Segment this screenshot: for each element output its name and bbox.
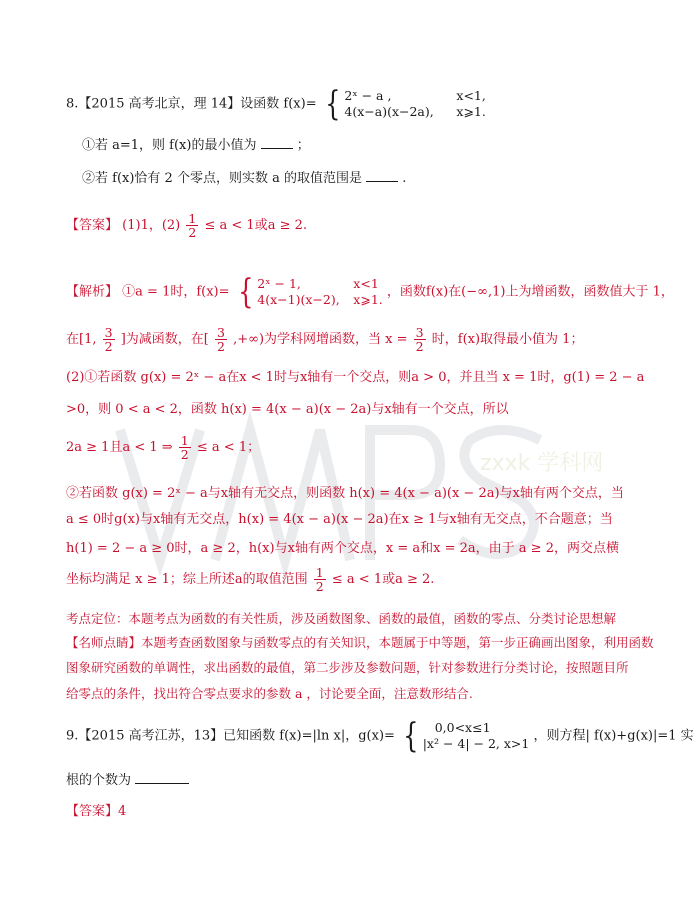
frac-num: 1 <box>180 433 189 448</box>
analysis-l5-a: 2a ≥ 1且a < 1 ⇒ <box>66 440 173 455</box>
analysis-line-3: (2)①若函数 g(x) = 2ˣ − a在x < 1时与x轴有一个交点，则a > 0，并且当 x = 1时，g(1) = 2 − a <box>66 370 645 385</box>
frac-den: 2 <box>415 339 424 354</box>
q9-suffix: ，则方程| f(x)+g(x)|=1 实 <box>533 728 694 744</box>
brace-icon: { <box>237 272 254 312</box>
frac-num: 1 <box>188 211 197 226</box>
fraction <box>215 326 227 353</box>
frac-den: 2 <box>180 447 189 462</box>
watermark-text: zxxk 学科网 <box>480 451 604 476</box>
fraction <box>314 566 326 593</box>
fraction <box>414 326 426 353</box>
analysis-l2-c: ,+∞)为学科网增函数，当 x = <box>233 332 408 347</box>
case2-cond: x⩾1. <box>456 104 486 119</box>
analysis-l2-a: 在[1, <box>66 332 97 347</box>
piecewise-function <box>399 716 530 756</box>
frac-num: 3 <box>104 325 113 340</box>
brace-icon: { <box>403 716 419 756</box>
analysis-tag: 【解析】 <box>66 284 119 300</box>
answer-9 <box>66 804 126 820</box>
question-8-stem <box>66 84 486 124</box>
q8-part2-end: . <box>402 171 407 186</box>
l1-case1-cond: x<1 <box>353 276 379 291</box>
analysis-line-6: ②若函数 g(x) = 2ˣ − a与x轴有无交点，则函数 h(x) = 4(x − a)(x − 2a)与x轴有两个交点，当 <box>66 486 624 501</box>
q9-l2-text: 根的个数为 <box>66 773 132 788</box>
piecewise-function <box>321 84 486 124</box>
analysis-line-5 <box>66 434 260 461</box>
case1-expr: 2ˣ − a , <box>344 88 392 103</box>
answer-tag: 【答案】 <box>66 804 119 819</box>
frac-den: 2 <box>217 339 225 354</box>
mingshi-line-1 <box>66 635 654 651</box>
q8-part1-text: ①若 a=1，则 f(x)的最小值为 <box>82 138 257 153</box>
frac-num: 1 <box>315 565 324 580</box>
analysis-line-8: h(1) = 2 − a ≥ 0时，a ≥ 2，h(x)与x轴有两个交点，x = a和x = 2a，由于 a ≥ 2，两交点横 <box>66 541 619 556</box>
q8-part1 <box>82 138 310 154</box>
mingshi-line-3: 给零点的条件，找出符合零点要求的参数 a ，讨论要全面，注意数形结合. <box>66 686 473 701</box>
analysis-l1-a: ①a = 1时，f(x)= <box>122 284 230 300</box>
answer-text-a: (1)1，(2) <box>122 218 181 233</box>
answer-tag: 【答案】 <box>66 218 119 233</box>
frac-den: 2 <box>188 225 197 240</box>
q8-part1-end: ； <box>296 138 310 153</box>
q8-prefix: 8.【2015 高考北京，理 14】设函数 f(x)= <box>66 96 317 112</box>
answer-blank <box>261 148 293 149</box>
brace-icon: { <box>324 84 341 124</box>
analysis-l9-a: 坐标均满足 x ≥ 1；综上所述a的取值范围 <box>66 572 308 587</box>
frac-den: 2 <box>104 339 113 354</box>
analysis-line-9 <box>66 566 434 593</box>
q9-case1: 0,0<x≤1 <box>434 720 491 735</box>
answer-text-b: ≤ a < 1或a ≥ 2. <box>204 218 308 233</box>
piecewise-function <box>234 272 383 312</box>
answer-blank <box>135 783 189 784</box>
fraction <box>103 326 115 353</box>
mingshi-line-2: 图象研究函数的单调性，求出函数的最值，第二步涉及参数问题，针对参数进行分类讨论，按照题目所 <box>66 660 629 675</box>
q9-line-2 <box>66 773 189 789</box>
l1-case2-cond: x⩾1. <box>353 292 383 307</box>
mingshi-tag: 【名师点睛】 <box>66 635 142 650</box>
question-9-stem <box>66 716 694 756</box>
analysis-l2-b: ]为减函数，在[ <box>120 332 209 347</box>
case1-cond: x<1, <box>456 88 486 103</box>
case2-expr: 4(x−a)(x−2a), <box>344 104 434 119</box>
fraction <box>186 212 198 239</box>
frac-den: 2 <box>315 579 324 594</box>
kaodian-line: 考点定位：本题考点为函数的有关性质，涉及函数图象、函数的最值，函数的零点、分类讨论思想解 <box>66 611 617 626</box>
q9-prefix: 9.【2015 高考江苏，13】已知函数 f(x)=|ln x|，g(x)= <box>66 728 395 744</box>
answer-value: 4 <box>118 804 127 819</box>
analysis-l9-b: ≤ a < 1或a ≥ 2. <box>331 572 435 587</box>
answer-8 <box>66 212 307 239</box>
l1-case2-expr: 4(x−1)(x−2), <box>257 292 340 307</box>
l1-case1-expr: 2ˣ − 1, <box>257 276 301 291</box>
analysis-l2-d: 时，f(x)取得最小值为 1； <box>431 332 584 347</box>
analysis-line-2 <box>66 326 583 353</box>
q8-part2 <box>82 171 406 187</box>
analysis-l1-b: ，函数f(x)在(−∞,1)上为增函数，函数值大于 1， <box>386 284 674 300</box>
analysis-l5-b: ≤ a < 1； <box>196 440 261 455</box>
frac-num: 3 <box>415 325 424 340</box>
analysis-line-7: a ≤ 0时g(x)与x轴有无交点，h(x) = 4(x − a)(x − 2a)在x ≥ 1与x轴有无交点，不合题意；当 <box>66 512 613 527</box>
q9-case2: |x² − 4| − 2, x>1 <box>422 736 530 751</box>
fraction <box>179 434 191 461</box>
frac-num: 3 <box>217 325 225 340</box>
analysis-line-4: >0，则 0 < a < 2，函数 h(x) = 4(x − a)(x − 2a)与x轴有一个交点，所以 <box>66 402 509 417</box>
answer-blank <box>366 181 398 182</box>
mingshi-l1: 本题考查函数图象与函数零点的有关知识，本题属于中等题，第一步正确画出图象，利用函数 <box>141 635 654 650</box>
analysis-line-1 <box>66 272 674 312</box>
q8-part2-text: ②若 f(x)恰有 2 个零点，则实数 a 的取值范围是 <box>82 171 362 186</box>
